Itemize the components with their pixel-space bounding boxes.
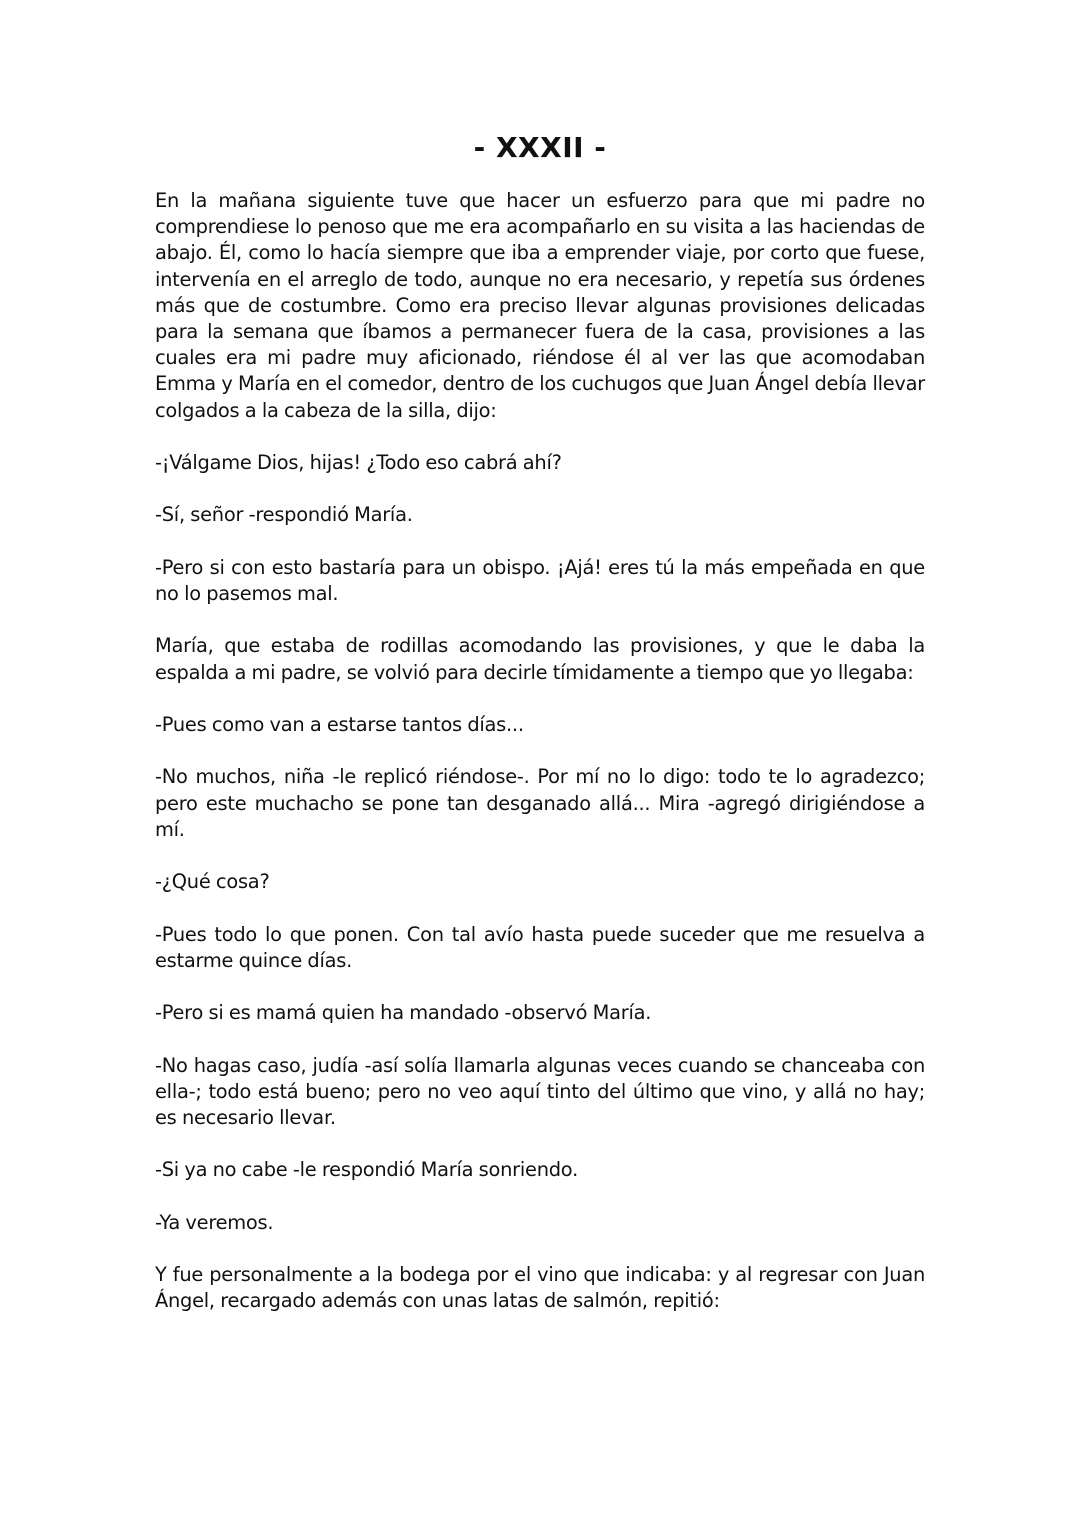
paragraph-dialogue-6: -¿Qué cosa?	[155, 870, 270, 894]
paragraph-narration-3: Y fue personalmente a la bodega por el vino que indicaba: y al regresar con Juan Ángel, recargado además con unas latas de salmón, repitió:	[155, 1263, 925, 1313]
paragraph-dialogue-8: -Pero si es mamá quien ha mandado -observó María.	[155, 1001, 652, 1025]
document-page	[155, 128, 925, 1341]
paragraph-narration-2: María, que estaba de rodillas acomodando las provisiones, y que le daba la espalda a mi padre, se volvió para decirle tímidamente a tiempo que yo llegaba:	[155, 634, 925, 684]
paragraph-dialogue-5: -No muchos, niña -le replicó riéndose-. Por mí no lo digo: todo te lo agradezco; pero este muchacho se pone tan desganado allá... Mira -agregó dirigiéndose a mí.	[155, 765, 925, 841]
paragraph-dialogue-2: -Sí, señor -respondió María.	[155, 503, 413, 527]
paragraph-dialogue-9: -No hagas caso, judía -así solía llamarla algunas veces cuando se chanceaba con ella-; todo está bueno; pero no veo aquí tinto del último que vino, y allá no hay; es necesario llevar.	[155, 1053, 925, 1129]
paragraph-dialogue-7: -Pues todo lo que ponen. Con tal avío hasta puede suceder que me resuelva a estarme quince días.	[155, 922, 925, 972]
chapter-title: - XXXII -	[473, 131, 607, 164]
paragraph-dialogue-11: -Ya veremos.	[155, 1210, 274, 1234]
paragraph-dialogue-10: -Si ya no cabe -le respondió María sonriendo.	[155, 1158, 578, 1182]
paragraph-dialogue-3: -Pero si con esto bastaría para un obispo. ¡Ajá! eres tú la más empeñada en que no lo pasemos mal.	[155, 555, 925, 605]
paragraph-dialogue-1: -¡Válgame Dios, hijas! ¿Todo eso cabrá ahí?	[155, 451, 562, 475]
paragraph-dialogue-4: -Pues como van a estarse tantos días...	[155, 712, 524, 736]
paragraph-narration-1: En la mañana siguiente tuve que hacer un esfuerzo para que mi padre no comprendiese lo penoso que me era acompañarlo en su visita a las haciendas de abajo. Él, como lo hacía siempre que iba a emprender viaje, por corto que fuese, intervenía en el arreglo de todo, aunque no era necesario, y repetía sus órdenes más que de costumbre. Como era preciso llevar algunas provisiones delicadas para la semana que íbamos a permanecer fuera de la casa, provisiones a las cuales era mi padre muy aficionado, riéndose él al ver las que acomodaban Emma y María en el comedor, dentro de los cuchugos que Juan Ángel debía llevar colgados a la cabeza de la silla, dijo:	[155, 189, 925, 422]
